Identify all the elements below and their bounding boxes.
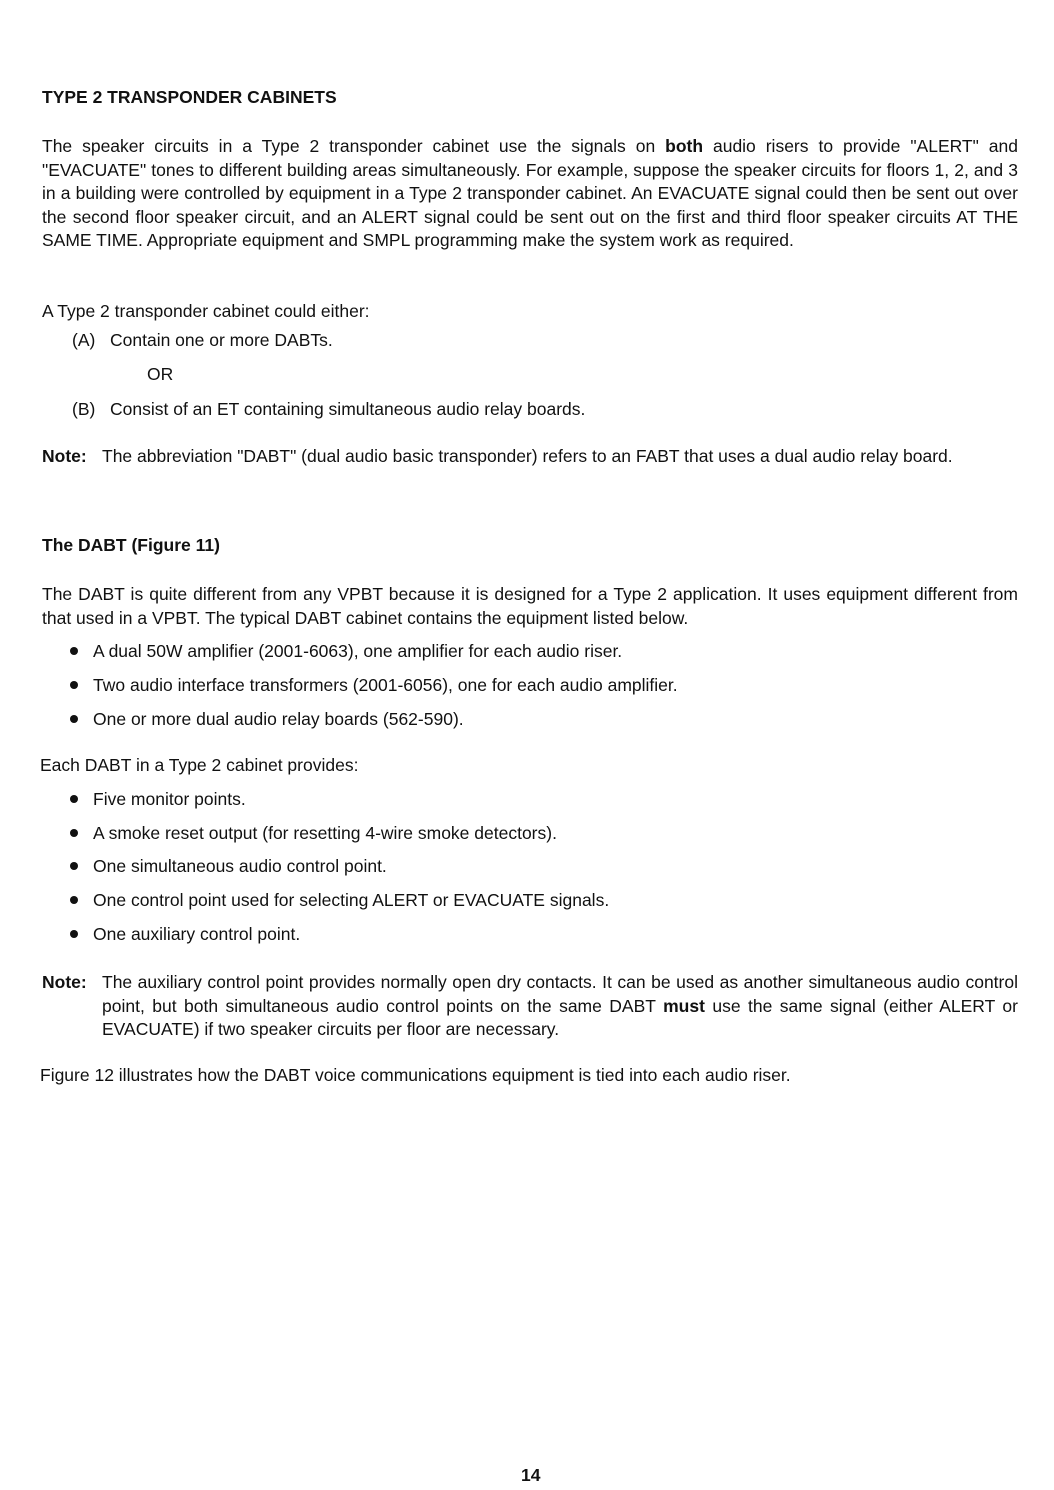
provides-item: One simultaneous audio control point. — [93, 856, 387, 876]
option-a-label: (A) — [72, 330, 96, 350]
emphasis-both: both — [665, 136, 704, 156]
equipment-item: One or more dual audio relay boards (562-590). — [93, 709, 464, 729]
note-text-2 — [102, 971, 1018, 1042]
either-intro: A Type 2 transponder cabinet could either: — [42, 301, 370, 321]
bullet-icon — [70, 822, 80, 832]
or-text: OR — [147, 364, 174, 384]
note-text-1: The abbreviation "DABT" (dual audio basic transponder) refers to an FABT that uses a dual audio relay board. — [102, 446, 953, 466]
section-heading-dabt: The DABT (Figure 11) — [42, 535, 220, 555]
text: The speaker circuits in a Type 2 transponder cabinet use the signals on — [42, 136, 666, 156]
provides-item: One control point used for selecting ALERT or EVACUATE signals. — [93, 890, 610, 910]
text: use the same signal (either ALERT or EVACUATE) if two speaker circuits per floor are necessary. — [102, 995, 1018, 1039]
bullet-icon — [70, 674, 80, 684]
bullet-icon — [70, 923, 80, 933]
paragraph-dabt: The DABT is quite different from any VPBT because it is designed for a Type 2 application. It uses equipment different from that used in a VPBT. The typical DABT cabinet contains the equipment listed below. — [42, 584, 1018, 628]
closing-paragraph: Figure 12 illustrates how the DABT voice communications equipment is tied into each audio riser. — [40, 1065, 791, 1085]
provides-item: Five monitor points. — [93, 789, 246, 809]
section-heading-type2: TYPE 2 TRANSPONDER CABINETS — [42, 87, 337, 107]
bullet-icon — [70, 640, 80, 650]
emphasis-must: must — [663, 995, 705, 1016]
text: The auxiliary control point provides normally open dry contacts. It can be used as another simultaneous audio control point, but both simultaneous audio control points on the same DABT — [102, 972, 1018, 1016]
note-label-1: Note: — [42, 446, 87, 466]
note-label-2: Note: — [42, 972, 87, 992]
bullet-icon — [70, 788, 80, 798]
option-a-text: Contain one or more DABTs. — [110, 330, 333, 350]
page-number: 14 — [521, 1465, 541, 1485]
bullet-icon — [70, 855, 80, 865]
provides-intro: Each DABT in a Type 2 cabinet provides: — [40, 755, 359, 775]
option-b-label: (B) — [72, 399, 96, 419]
provides-item: One auxiliary control point. — [93, 924, 301, 944]
text: audio risers to provide "ALERT" and "EVACUATE" tones to different building areas simultaneously. For example, suppose the speaker circuits for floors 1, 2, and 3 in a building were controlled by equipment in a Type 2 transponder cabinet. An EVACUATE signal could then be sent out over the second floor speaker circuit, and an ALERT signal could be sent out on the first and third floor speaker circuits AT THE SAME TIME. Appropriate equipment and SMPL programming make the system work as required. — [42, 136, 1018, 250]
provides-item: A smoke reset output (for resetting 4-wire smoke detectors). — [93, 823, 557, 843]
equipment-item: Two audio interface transformers (2001-6056), one for each audio amplifier. — [93, 675, 678, 695]
bullet-icon — [70, 889, 80, 899]
equipment-item: A dual 50W amplifier (2001-6063), one amplifier for each audio riser. — [93, 641, 623, 661]
option-b-text: Consist of an ET containing simultaneous audio relay boards. — [110, 399, 586, 419]
paragraph-type2-intro — [42, 135, 1018, 253]
bullet-icon — [70, 708, 80, 718]
